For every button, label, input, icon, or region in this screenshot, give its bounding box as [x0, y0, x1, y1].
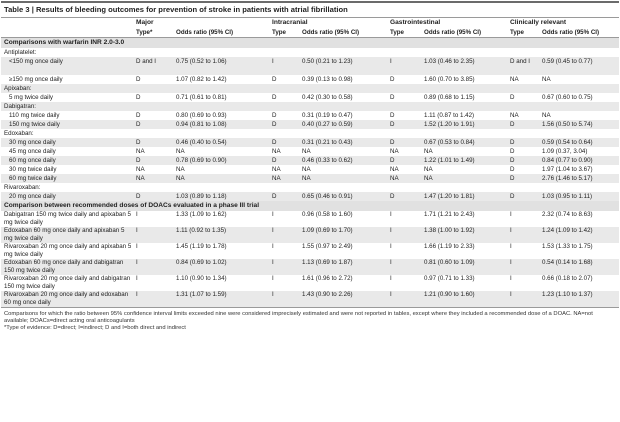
footnote-abbreviations: Comparisons for which the ratio between 95% confidence interval limits exceeded nine were considered imprecisely estimated and were not reported in tables, except where they included a recommended dose of a DOAC. NA=not available; DOACs=direct acting oral anticoagulants	[4, 311, 593, 325]
table-row: Dabigatran 150 mg twice daily and apixaban 5 mg twice daily I 1.33 (1.09 to 1.62) I 0.96 (0.58 to 1.60) I 1.71 (1.21 to 2.43) I 2.32 (0.74 to 8.63)	[4, 211, 593, 226]
header-type: Type	[269, 28, 299, 38]
drug-group-label: Antiplatelet:	[4, 49, 37, 56]
header-odds-ratio: Odds ratio (95% CI)	[173, 28, 269, 38]
header-group-row	[1, 18, 619, 28]
table-row: Rivaroxaban 20 mg once daily and apixaban 5 mg twice daily I 1.45 (1.19 to 1.78) I 1.55 (0.97 to 2.49) I 1.66 (1.19 to 2.33) I 1.53 (1.33 to 1.75)	[4, 243, 593, 258]
table-row: Edoxaban 60 mg once daily and dabigatran 150 mg twice daily I 0.84 (0.69 to 1.02) I 1.13 (0.69 to 1.87) I 0.81 (0.60 to 1.09) I 0.54 (0.14 to 1.68)	[1, 259, 619, 275]
drug-group-label: Rivaroxaban:	[4, 184, 41, 191]
drug-group-label: Apixaban:	[1, 84, 619, 93]
table-row: 30 mg once daily D 0.46 (0.40 to 0.54) D 0.31 (0.21 to 0.43) D 0.67 (0.53 to 0.84) D 0.59 (0.54 to 0.64)	[1, 138, 619, 147]
table-row: 60 mg once daily D 0.78 (0.69 to 0.90) D 0.46 (0.33 to 0.62) D 1.22 (1.01 to 1.49) D 0.84 (0.77 to 0.90)	[1, 156, 619, 165]
table-row: 30 mg twice daily NA NA NA NA NA NA D 1.97 (1.04 to 3.67)	[9, 166, 593, 173]
table-row: 45 mg once daily NA NA NA NA NA NA D 1.09 (0.37, 3.04)	[9, 148, 588, 155]
drug-group-label: Edoxaban:	[4, 130, 34, 137]
table-row: 110 mg twice daily D 0.80 (0.69 to 0.93) D 0.31 (0.19 to 0.47) D 1.11 (0.87 to 1.42) NA NA	[9, 112, 551, 119]
header-intracranial: Intracranial	[272, 19, 308, 26]
header-type: Type*	[133, 28, 173, 38]
section-header: Comparisons with warfarin INR 2.0-3.0	[1, 38, 619, 49]
drug-group-label: Dabigatran:	[1, 102, 619, 111]
table-row: 150 mg twice daily D 0.94 (0.81 to 1.08) D 0.40 (0.27 to 0.59) D 1.52 (1.20 to 1.91) D 1.56 (0.50 to 5.74)	[1, 120, 619, 129]
header-clinically-relevant: Clinically relevant	[510, 19, 567, 26]
header-type: Type	[387, 28, 421, 38]
header-major: Major	[136, 19, 154, 26]
header-odds-ratio: Odds ratio (95% CI)	[421, 28, 507, 38]
table-row: Rivaroxaban 20 mg once daily and edoxaban 60 mg once daily I 1.31 (1.07 to 1.59) I 1.43 (0.90 to 2.26) I 1.21 (0.90 to 1.60) I 1.23 (1.10 to 1.37)	[1, 291, 619, 307]
table-row: 20 mg once daily D 1.03 (0.89 to 1.18) D 0.65 (0.46 to 0.91) D 1.47 (1.20 to 1.81) D 1.03 (0.95 to 1.11)	[1, 192, 619, 201]
table-footnotes	[1, 307, 619, 333]
table-row: 5 mg twice daily D 0.71 (0.61 to 0.81) D 0.42 (0.30 to 0.58) D 0.89 (0.68 to 1.15) D 0.67 (0.60 to 0.75)	[9, 94, 593, 101]
header-gastrointestinal: Gastrointestinal	[390, 19, 441, 26]
table-row: ≥150 mg once daily D 1.07 (0.82 to 1.42) D 0.39 (0.13 to 0.98) D 1.60 (0.70 to 3.85) NA NA	[9, 76, 551, 83]
header-odds-ratio: Odds ratio (95% CI)	[539, 28, 619, 38]
table-row: Edoxaban 60 mg once daily and apixaban 5 mg twice daily I 1.11 (0.92 to 1.35) I 1.09 (0.69 to 1.70) I 1.38 (1.00 to 1.92) I 1.24 (1.09 to 1.42)	[1, 227, 619, 243]
table-row: Rivaroxaban 20 mg once daily and dabigatran 150 mg twice daily I 1.10 (0.90 to 1.34) I 1.61 (0.96 to 2.72) I 0.97 (0.71 to 1.33) I 0.66 (0.18 to 2.07)	[4, 275, 593, 290]
header-type: Type	[507, 28, 539, 38]
results-table-panel	[1, 1, 619, 333]
header-column-row	[1, 28, 619, 38]
bleeding-outcomes-table	[1, 18, 619, 307]
table-row: <150 mg once daily D and I 0.75 (0.52 to 1.06) I 0.50 (0.21 to 1.23) I 1.03 (0.46 to 2.35) D and I 0.59 (0.45 to 0.77)	[1, 57, 619, 75]
table-row: 60 mg twice daily NA NA NA NA NA NA D 2.76 (1.46 to 5.17)	[1, 174, 619, 183]
table-title: Table 3 | Results of bleeding outcomes for prevention of stroke in patients with atrial fibrillation	[1, 3, 619, 18]
footnote-evidence-type: *Type of evidence: D=direct; I=indirect; D and I=both direct and indirect	[4, 325, 186, 332]
section-header: Comparison between recommended doses of DOACs evaluated in a phase III trial	[1, 201, 619, 211]
header-odds-ratio: Odds ratio (95% CI)	[299, 28, 387, 38]
